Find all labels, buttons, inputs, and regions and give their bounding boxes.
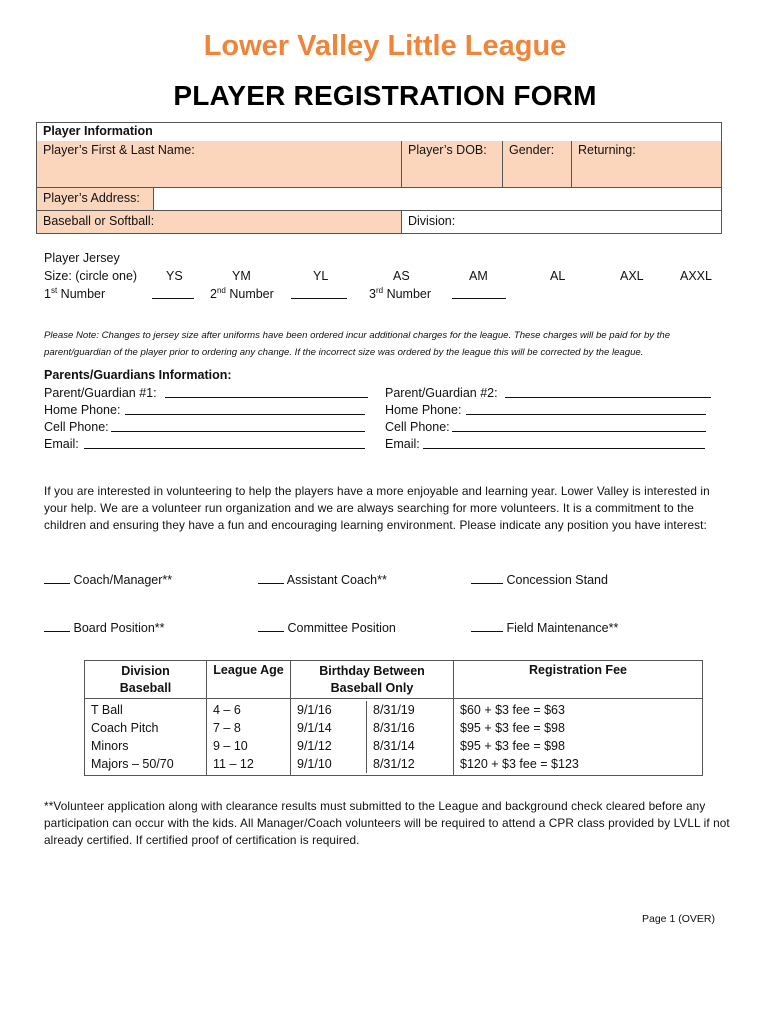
player-info-title: Player Information [43, 124, 153, 138]
home-phone2-label: Home Phone: [385, 403, 462, 417]
player-address-row [37, 187, 721, 210]
second-number-label: 2nd Number [210, 286, 274, 302]
second-number-input[interactable] [291, 287, 347, 299]
table-cell: $95 + $3 fee = $98 [460, 739, 565, 753]
table-cell: Majors – 50/70 [91, 757, 174, 771]
returning-field[interactable] [571, 141, 721, 187]
table-cell: 9/1/12 [297, 739, 332, 753]
parents-title: Parents/Guardians Information: [44, 368, 232, 382]
jersey-note: Please Note: Changes to jersey size after uniforms have been ordered incur additional charges for the league. These charges will be paid for by the parent/guardian of the player prior to ordering any change. If the incorrect size was ordered by the league this will be corrected by the league. [44, 330, 671, 358]
table-cell: 9/1/10 [297, 757, 332, 771]
email1-input[interactable] [84, 437, 365, 449]
guardian1-input[interactable] [165, 386, 368, 398]
option-assistant[interactable]: Assistant Coach** [258, 572, 387, 587]
age-column [207, 699, 291, 776]
player-info-table [36, 122, 722, 234]
form-title: PLAYER REGISTRATION FORM [173, 80, 597, 111]
player-dob-label: Player’s DOB: [408, 143, 487, 157]
guardian2-label: Parent/Guardian #2: [385, 386, 498, 400]
email1-label: Email: [44, 437, 79, 451]
table-cell: Coach Pitch [91, 721, 159, 735]
division-header: Division Baseball [85, 661, 207, 699]
size-axl[interactable]: AXL [620, 269, 644, 283]
player-dob-field[interactable] [401, 141, 502, 187]
cell-phone1-input[interactable] [111, 420, 365, 432]
birthday-to-column [367, 701, 453, 773]
page-footer: Page 1 (OVER) [642, 913, 715, 925]
volunteer-footnote: **Volunteer application along with clearance results must submitted to the League and background check cleared before any participation can occur with the kids. All Manager/Coach volunteers will be required to attend a CPR class provided by LVLL if not already certified. If certified proof of certification is required. [44, 799, 730, 847]
division-field[interactable] [401, 211, 721, 233]
size-ym[interactable]: YM [232, 269, 251, 283]
third-number-label: 3rd Number [369, 286, 432, 302]
jersey-title: Player Jersey [44, 251, 120, 265]
third-number-input[interactable] [452, 287, 506, 299]
table-cell: 8/31/16 [373, 721, 415, 735]
player-name-field[interactable] [37, 141, 401, 187]
table-cell: 8/31/19 [373, 703, 415, 717]
fee-column [454, 699, 703, 776]
home-phone2-input[interactable] [466, 403, 706, 415]
home-phone1-input[interactable] [125, 403, 365, 415]
age-header: League Age [207, 661, 291, 699]
volunteer-paragraph: If you are interested in volunteering to help the players have a more enjoyable and learning year. Lower Valley is interested in your help. We are a volunteer run organization and we are always searching for more volunteers. It is a commitment to the children and ensuring they have a fun and encouraging learning environment. Please indicate any position you have interest: [44, 484, 710, 532]
table-cell: 7 – 8 [213, 721, 241, 735]
fee-table [84, 660, 703, 776]
size-yl[interactable]: YL [313, 269, 329, 283]
division-label: Division: [408, 214, 456, 228]
size-ys[interactable]: YS [166, 269, 183, 283]
option-coach[interactable]: Coach/Manager** [44, 572, 172, 587]
table-cell: 9 – 10 [213, 739, 248, 753]
table-cell: $60 + $3 fee = $63 [460, 703, 565, 717]
email2-input[interactable] [423, 437, 705, 449]
sport-division-row [37, 210, 721, 233]
fee-table-body [85, 699, 703, 776]
field-blank[interactable] [471, 620, 503, 632]
option-board[interactable]: Board Position** [44, 620, 165, 635]
size-am[interactable]: AM [469, 269, 488, 283]
sport-label: Baseball or Softball: [43, 214, 155, 228]
table-cell: T Ball [91, 703, 123, 717]
option-field[interactable]: Field Maintenance** [471, 620, 618, 635]
guardian2-input[interactable] [505, 386, 711, 398]
birthday-header: Birthday Between Baseball Only [291, 661, 454, 699]
sport-field[interactable] [37, 211, 401, 233]
gender-field[interactable] [502, 141, 571, 187]
player-address-input[interactable] [153, 188, 721, 210]
email2-label: Email: [385, 437, 420, 451]
player-name-label: Player’s First & Last Name: [43, 143, 195, 157]
table-cell: $95 + $3 fee = $98 [460, 721, 565, 735]
concession-blank[interactable] [471, 572, 503, 584]
cell-phone2-input[interactable] [452, 420, 706, 432]
cell-phone2-label: Cell Phone: [385, 420, 450, 434]
birthday-from-column [291, 701, 367, 773]
option-committee[interactable]: Committee Position [258, 620, 396, 635]
table-cell: 8/31/12 [373, 757, 415, 771]
first-number-input[interactable] [152, 287, 194, 299]
fee-header: Registration Fee [454, 661, 703, 699]
table-cell: 11 – 12 [213, 757, 254, 771]
first-number-label: 1st Number [44, 286, 106, 302]
table-cell: Minors [91, 739, 129, 753]
table-cell: 9/1/14 [297, 721, 332, 735]
coach-blank[interactable] [44, 572, 70, 584]
fee-table-header [85, 661, 703, 699]
table-cell: $120 + $3 fee = $123 [460, 757, 579, 771]
player-address-label: Player’s Address: [37, 188, 153, 210]
home-phone1-label: Home Phone: [44, 403, 121, 417]
player-info-header-row [37, 123, 721, 141]
option-concession[interactable]: Concession Stand [471, 572, 608, 587]
board-blank[interactable] [44, 620, 70, 632]
cell-phone1-label: Cell Phone: [44, 420, 109, 434]
returning-label: Returning: [578, 143, 636, 157]
table-cell: 9/1/16 [297, 703, 332, 717]
jersey-size-label: Size: (circle one) [44, 269, 138, 283]
table-cell: 4 – 6 [213, 703, 241, 717]
birthday-column [291, 699, 454, 776]
size-al[interactable]: AL [550, 269, 566, 283]
size-axxl[interactable]: AXXL [680, 269, 712, 283]
table-cell: 8/31/14 [373, 739, 415, 753]
division-column [85, 699, 207, 776]
guardian1-label: Parent/Guardian #1: [44, 386, 157, 400]
gender-label: Gender: [509, 143, 555, 157]
league-name: Lower Valley Little League [203, 30, 567, 62]
committee-blank[interactable] [258, 620, 284, 632]
assistant-blank[interactable] [258, 572, 284, 584]
player-name-row [37, 141, 721, 187]
size-as[interactable]: AS [393, 269, 410, 283]
